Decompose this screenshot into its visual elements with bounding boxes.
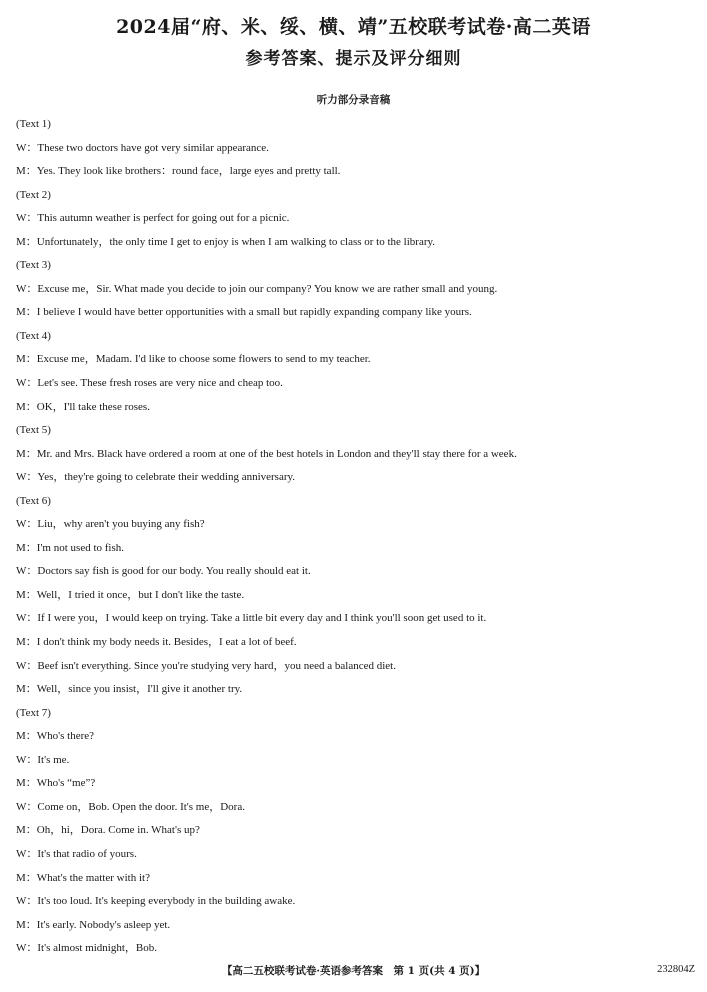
text-section-label: (Text 3) xyxy=(16,259,51,272)
document-title: 2024届“府、米、绥、横、靖”五校联考试卷·高二英语 xyxy=(116,16,591,38)
dialogue-line: M：Excuse me，Madam. I'd like to choose some flowers to send to my teacher. xyxy=(16,353,371,366)
dialogue-line: M：What's the matter with it? xyxy=(16,871,150,884)
dialogue-line: W：Excuse me，Sir. What made you decide to join our company? You know we are rather small and young. xyxy=(16,282,498,295)
text-section-label: (Text 6) xyxy=(16,494,51,507)
dialogue-line: M：OK，I'll take these roses. xyxy=(16,400,150,413)
dialogue-line: M：Well，since you insist，I'll give it another try. xyxy=(16,683,243,696)
dialogue-line: W：Beef isn't everything. Since you're studying very hard，you need a balanced diet. xyxy=(16,659,396,672)
dialogue-line: W：Come on，Bob. Open the door. It's me，Dora. xyxy=(16,800,245,813)
dialogue-line: M：I believe I would have better opportunities with a small but rapidly expanding company like yours. xyxy=(16,306,472,319)
dialogue-line: M：It's early. Nobody's asleep yet. xyxy=(16,918,171,931)
dialogue-line: M：I don't think my body needs it. Besides，I eat a lot of beef. xyxy=(16,636,297,649)
text-section-label: (Text 7) xyxy=(16,706,51,719)
dialogue-line: W：It's almost midnight，Bob. xyxy=(16,942,158,955)
dialogue-line: M：Yes. They look like brothers：round face，large eyes and pretty tall. xyxy=(16,165,341,178)
dialogue-line: W：Doctors say fish is good for our body. You really should eat it. xyxy=(16,565,311,578)
dialogue-line: M：Well，I tried it once，but I don't like the taste. xyxy=(16,588,245,601)
dialogue-line: M：Mr. and Mrs. Black have ordered a room at one of the best hotels in London and they'll stay there for a week. xyxy=(16,447,517,460)
dialogue-line: W：If I were you，I would keep on trying. Take a little bit every day and I think you'll soon get used to it. xyxy=(16,612,487,625)
dialogue-line: W：This autumn weather is perfect for going out for a picnic. xyxy=(16,212,290,225)
dialogue-line: W：Yes，they're going to celebrate their wedding anniversary. xyxy=(16,471,296,484)
dialogue-line: W：It's that radio of yours. xyxy=(16,847,137,860)
document-code: 232804Z xyxy=(657,964,695,975)
dialogue-line: M：Oh，hi，Dora. Come in. What's up? xyxy=(16,824,200,837)
dialogue-line: M：I'm not used to fish. xyxy=(16,541,125,554)
dialogue-line: W：These two doctors have got very similar appearance. xyxy=(16,141,269,154)
text-section-label: (Text 5) xyxy=(16,424,51,437)
dialogue-line: W：Liu，why aren't you buying any fish? xyxy=(16,518,205,531)
dialogue-line: W：It's too loud. It's keeping everybody in the building awake. xyxy=(16,895,296,908)
dialogue-line: M：Unfortunately，the only time I get to enjoy is when I am walking to class or to the library. xyxy=(16,235,436,248)
document-subtitle: 参考答案、提示及评分细则 xyxy=(245,49,462,69)
dialogue-line: W：Let's see. These fresh roses are very nice and cheap too. xyxy=(16,377,283,390)
dialogue-line: M：Who's “me”? xyxy=(16,777,96,790)
section-title: 听力部分录音稿 xyxy=(316,94,391,106)
text-section-label: (Text 2) xyxy=(16,188,51,201)
page-footer: 【高二五校联考试卷·英语参考答案 第 1 页(共 4 页)】 xyxy=(221,965,486,977)
text-section-label: (Text 4) xyxy=(16,329,51,342)
text-section-label: (Text 1) xyxy=(16,118,51,130)
transcript xyxy=(16,113,696,961)
dialogue-line: W：It's me. xyxy=(16,753,70,766)
dialogue-line: M：Who's there? xyxy=(16,730,95,743)
